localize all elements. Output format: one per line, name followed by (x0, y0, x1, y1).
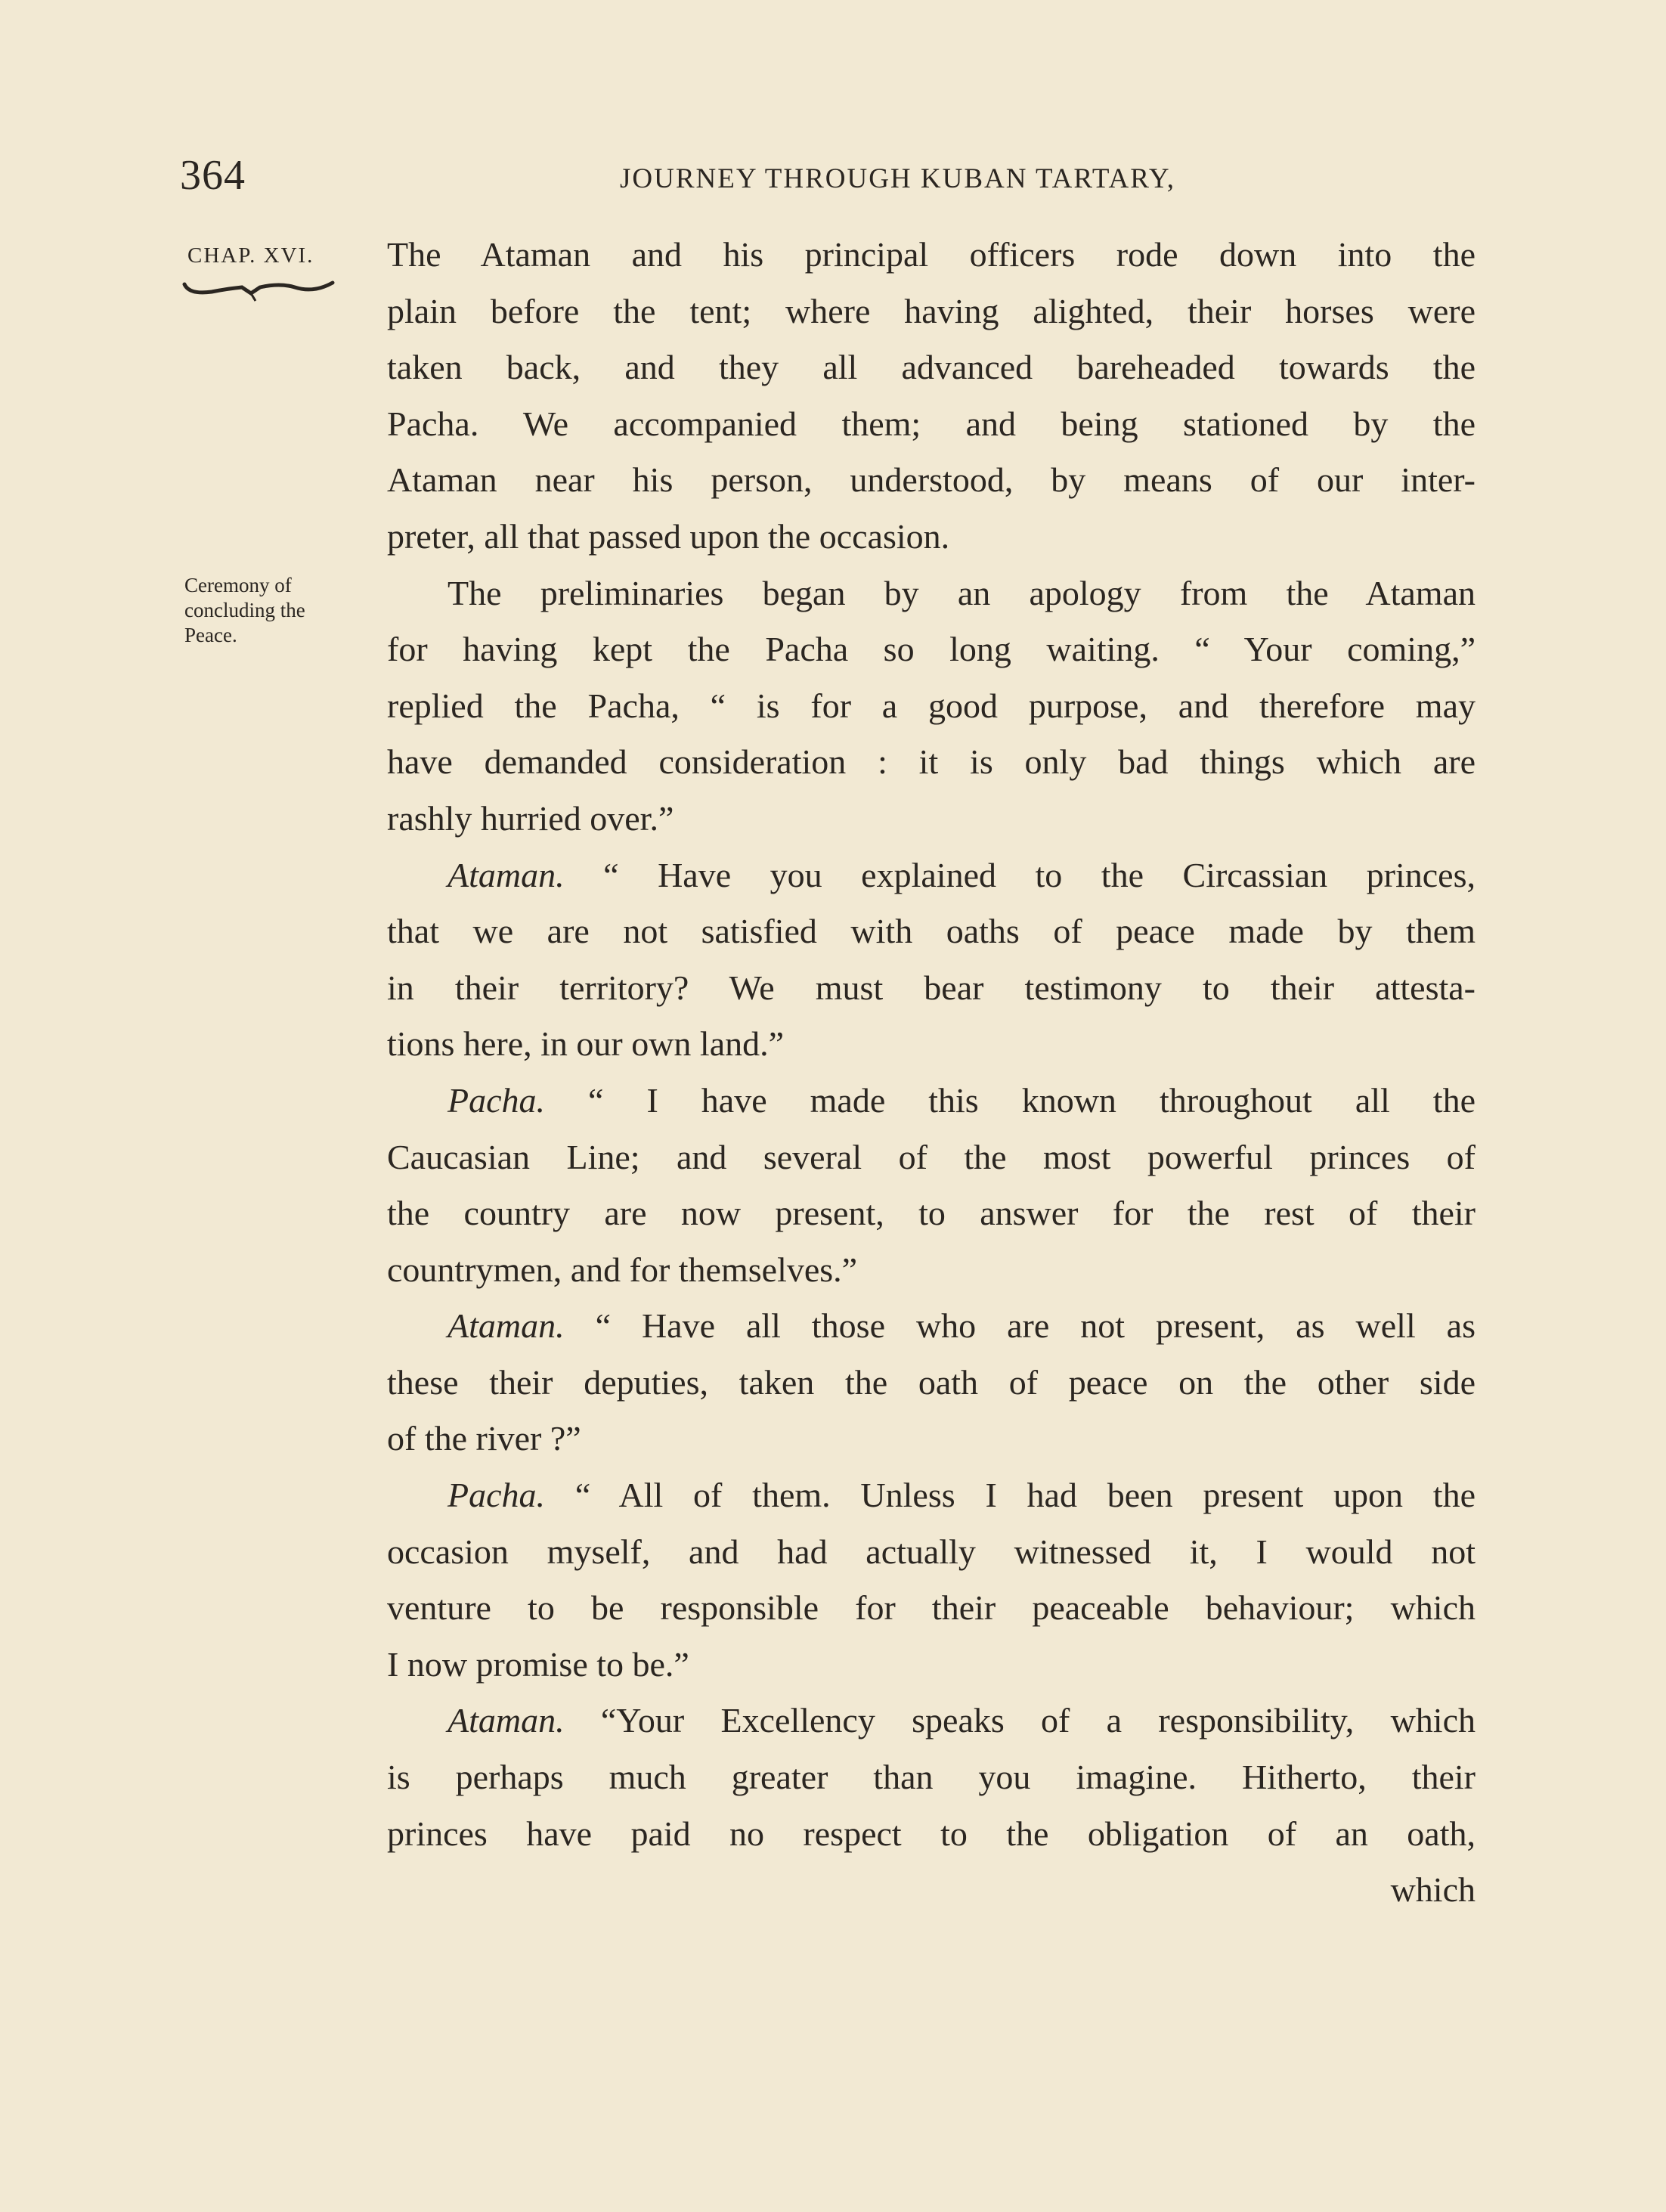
text-line: occasion myself, and had actually witnessed it, I would not (387, 1532, 1476, 1571)
speaker-name: Pacha. (447, 1476, 546, 1515)
text-line: The Ataman and his principal officers rode down into the (387, 235, 1476, 274)
speaker-name: Ataman. (447, 855, 565, 894)
side-note-line: Ceremony of (184, 574, 292, 596)
page-number: 364 (180, 152, 246, 199)
text-line: plain before the tent; where having alighted, their horses were (387, 291, 1476, 330)
side-note-line: concluding the (184, 599, 305, 621)
text-line: countrymen, and for themselves.” (387, 1250, 858, 1289)
side-note-line: Peace. (184, 624, 237, 646)
text-line: princes have paid no respect to the obligation of an oath, (387, 1814, 1476, 1853)
text-line: I now promise to be.” (387, 1644, 689, 1684)
text-line: Caucasian Line; and several of the most powerful princes of (387, 1137, 1476, 1176)
text-line: replied the Pacha, “ is for a good purpose, and therefore may (387, 686, 1476, 725)
dialogue-line (387, 1073, 1476, 1129)
dialogue-text: “ Have all those who are not present, as well as (595, 1306, 1476, 1346)
dialogue-text: “ I have made this known throughout all the (588, 1080, 1476, 1120)
text-line: of the river ?” (387, 1419, 581, 1458)
catchword: which (1390, 1870, 1476, 1910)
text-line: the country are now present, to answer for the rest of their (387, 1194, 1476, 1233)
speaker-name: Ataman. (447, 1701, 565, 1740)
text-line: Pacha. We accompanied them; and being stationed by the (387, 404, 1476, 443)
text-line: for having kept the Pacha so long waiting. “ Your coming,” (387, 630, 1476, 669)
dialogue-line (387, 1693, 1476, 1749)
text-line: rashly hurried over.” (387, 798, 674, 838)
speaker-name: Ataman. (447, 1306, 565, 1346)
text-line: is perhaps much greater than you imagine. Hitherto, their (387, 1758, 1476, 1797)
ornamental-flourish (181, 278, 340, 305)
text-line: have demanded consideration : it is only bad things which are (387, 742, 1476, 782)
chapter-label: CHAP. XVI. (187, 243, 314, 268)
text-line: preter, all that passed upon the occasion. (387, 516, 950, 556)
text-line: these their deputies, taken the oath of peace on the other side (387, 1362, 1476, 1402)
dialogue-line (387, 1298, 1476, 1355)
text-line: that we are not satisfied with oaths of peace made by them (387, 912, 1476, 951)
dialogue-text: “ All of them. Unless I had been present upon the (574, 1476, 1476, 1515)
running-title: JOURNEY THROUGH KUBAN TARTARY, (620, 163, 1176, 194)
dialogue-line (387, 847, 1476, 904)
text-line: in their territory? We must bear testimony to their attesta- (387, 968, 1476, 1007)
text-line: tions here, in our own land.” (387, 1024, 785, 1064)
speaker-name: Pacha. (447, 1080, 546, 1120)
dialogue-text: “ Have you explained to the Circassian princes, (603, 855, 1476, 894)
dialogue-text: “Your Excellency speaks of a responsibility, which (600, 1701, 1476, 1740)
dialogue-line (387, 1467, 1476, 1524)
text-line: The preliminaries began by an apology from the Ataman (447, 573, 1476, 612)
side-note (184, 573, 358, 648)
text-line: taken back, and they all advanced bareheaded towards the (387, 348, 1476, 387)
text-line: Ataman near his person, understood, by means of our inter- (387, 460, 1476, 500)
body-text (387, 227, 1476, 1919)
text-line: venture to be responsible for their peaceable behaviour; which (387, 1588, 1476, 1628)
